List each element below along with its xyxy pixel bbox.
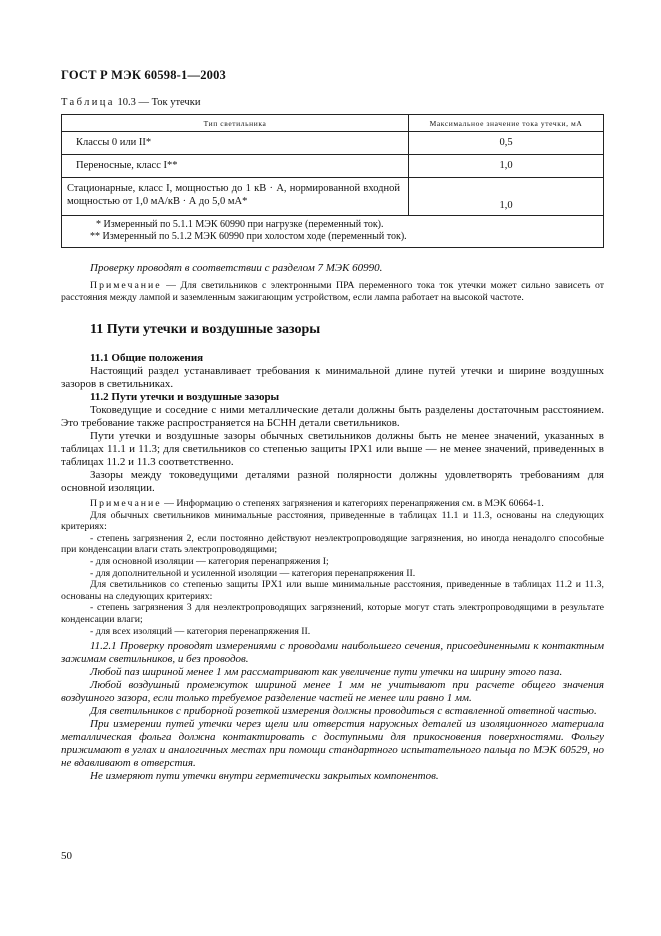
note-text: — Информацию о степенях загрязнения и категориях перенапряжения см. в МЭК 60664-1. bbox=[161, 498, 544, 509]
table-footnote-row bbox=[62, 216, 604, 248]
row-type-cell: Стационарные, класс I, мощностью до 1 кВ · А, нормированной входной мощностью от 1,0 мА/кВ · А до 5,0 мА* bbox=[62, 178, 409, 216]
table-row bbox=[62, 178, 604, 216]
italic-paragraph: Любой паз шириной менее 1 мм рассматривают как увеличение пути утечки на ширину этого паза. bbox=[90, 666, 563, 679]
note-paragraph: - для дополнительной и усиленной изоляции — категория перенапряжения II. bbox=[90, 567, 416, 579]
table-caption-prefix: Таблица bbox=[61, 97, 115, 108]
note-paragraph: - степень загрязнения 2, если постоянно действуют неэлектропроводящие загрязнения, но иногда ненадолго способные при конденсации влаги стать электропроводящими; bbox=[61, 532, 604, 556]
section-title: 11 Пути утечки и воздушные зазоры bbox=[90, 322, 321, 337]
note-paragraph: Для обычных светильников минимальные расстояния, приведенные в таблицах 11.1 и 11.3, основаны на следующих критериях: bbox=[61, 509, 604, 533]
test-method bbox=[61, 640, 604, 783]
leakage-current-table bbox=[61, 114, 604, 248]
table-row bbox=[62, 132, 604, 155]
note-paragraph: - для основной изоляции — категория перенапряжения I; bbox=[90, 555, 329, 567]
check-statement: Проверку проводят в соответствии с разделом 7 МЭК 60990. bbox=[90, 262, 383, 274]
section-body bbox=[61, 352, 604, 783]
table-caption bbox=[61, 97, 200, 108]
note-paragraph bbox=[61, 498, 604, 510]
italic-paragraph: При измерении путей утечки через щели или отверстия наружных деталей из изоляционного материала металлическая фольга должна контактировать с доступными для прикосновения поверхностями. Фольгу прижимают в углах и аналогичных местах при помощи стандартного испытательного пальца по МЭК 60529, но не вдавливают в отверстия. bbox=[61, 718, 604, 770]
column-header-max-current: Максимальное значение тока утечки, мА bbox=[409, 115, 604, 132]
row-type-cell: Классы 0 или II* bbox=[62, 132, 409, 155]
table-caption-text: 10.3 — Ток утечки bbox=[114, 97, 201, 108]
paragraph: Токоведущие и соседние с ними металлические детали должны быть разделены достаточным расстоянием. Это требование также распространяется на БСНН детали светильников. bbox=[61, 404, 604, 429]
table-footnote: ** Измеренный по 5.1.2 МЭК 60990 при холостом ходе (переменный ток). bbox=[90, 231, 407, 242]
document-header: ГОСТ Р МЭК 60598-1—2003 bbox=[61, 68, 226, 82]
table-header-row bbox=[62, 115, 604, 132]
row-type-cell: Переносные, класс I** bbox=[62, 155, 409, 178]
note-label: Примечание bbox=[90, 280, 162, 291]
italic-paragraph: Любой воздушный промежуток шириной менее 1 мм не учитывают при расчете общего значения воздушного зазора, если только требуемое разделение частей не менее или равно 1 мм. bbox=[61, 679, 604, 705]
subsection-title: 11.2 Пути утечки и воздушные зазоры bbox=[90, 391, 280, 403]
column-header-type: Тип светильника bbox=[62, 115, 409, 132]
intro-note bbox=[61, 280, 604, 303]
page-number: 50 bbox=[61, 850, 72, 862]
italic-paragraph: Не измеряют пути утечки внутри герметически закрытых компонентов. bbox=[90, 770, 439, 783]
paragraph: Зазоры между токоведущими деталями разной полярности должны удовлетворять требованиям для основной изоляции. bbox=[61, 469, 604, 494]
row-value-cell: 1,0 bbox=[409, 178, 604, 216]
row-value-cell: 0,5 bbox=[409, 132, 604, 155]
note-paragraph: - степень загрязнения 3 для неэлектропроводящих загрязнений, которые могут стать электропроводящими в результате конденсации влаги; bbox=[61, 602, 604, 625]
note-paragraph: - для всех изоляций — категория перенапряжения II. bbox=[90, 625, 311, 637]
note-text: — Для светильников с электронными ПРА переменного тока ток утечки может сильно зависеть от расстояния между лампой и заземленным зажигающим устройством, если лампа работает на высокой частоте. bbox=[61, 280, 604, 303]
paragraph: Настоящий раздел устанавливает требования к минимальной длине путей утечки и ширине воздушных зазоров в светильниках. bbox=[61, 365, 604, 390]
italic-paragraph: Для светильников с приборной розеткой измерения должны проводиться с вставленной ответной частью. bbox=[90, 705, 597, 718]
table-row bbox=[62, 155, 604, 178]
subsection-title: 11.1 Общие положения bbox=[90, 352, 204, 364]
section-note bbox=[61, 498, 604, 637]
table-footnote: * Измеренный по 5.1.1 МЭК 60990 при нагрузке (переменный ток). bbox=[96, 219, 384, 230]
italic-paragraph: 11.2.1 Проверку проводят измерениями с проводами наибольшего сечения, присоединенными к контактным зажимам светильников, и без проводов. bbox=[61, 640, 604, 666]
note-label: Примечание bbox=[90, 498, 162, 509]
note-paragraph: Для светильников со степенью защиты IPX1 или выше минимальные расстояния, приведенные в таблицах 11.2 и 11.3, основаны на следующих критериях: bbox=[61, 579, 604, 602]
paragraph: Пути утечки и воздушные зазоры обычных светильников должны быть не менее значений, указанных в таблицах 11.1 и 11.3; для светильников со степенью защиты IPX1 или выше — не менее значений, приведенных в таблицах 11.2 и 11.3 соответственно. bbox=[61, 430, 604, 468]
row-value-cell: 1,0 bbox=[409, 155, 604, 178]
